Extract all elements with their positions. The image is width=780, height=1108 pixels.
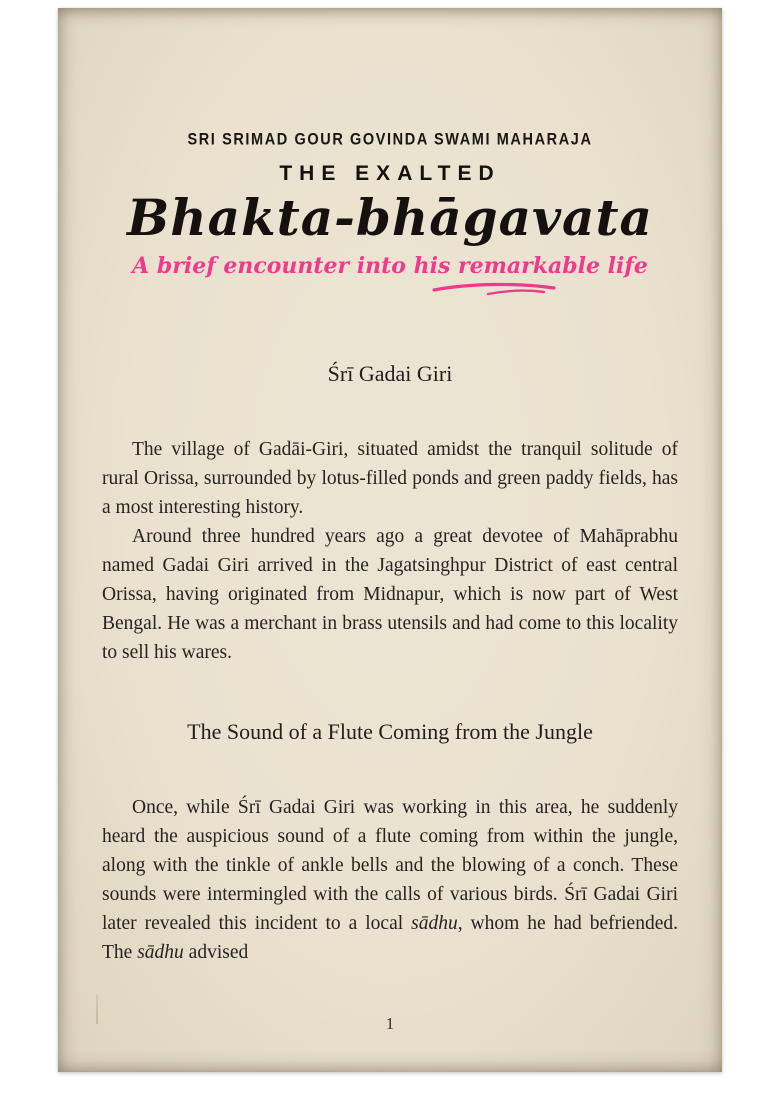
scan-crease <box>96 994 98 1024</box>
underline-flourish-icon <box>430 281 560 297</box>
body-paragraph <box>102 435 678 522</box>
section-heading: The Sound of a Flute Coming from the Jungle <box>187 719 593 744</box>
text-run: , whom he had befriended. The <box>102 913 678 963</box>
italic-run: sādhu <box>137 942 184 963</box>
text-run: Once, while Śrī Gadai Giri was working in this area, he suddenly heard the auspicious sound of a flute coming from within the jungle, along with the tinkle of ankle bells and the blowing of a conch. These sounds were intermingled with the calls of various birds. Śrī Gadai Giri later revealed this incident to a local <box>102 797 678 934</box>
section-heading: Śrī Gadai Giri <box>327 361 453 386</box>
book-title: Bhakta-bhāgavata <box>127 188 653 247</box>
book-header <box>58 8 722 295</box>
body-paragraph <box>102 522 678 667</box>
page-number: 1 <box>385 1014 395 1033</box>
title-line-exalted: THE EXALTED <box>279 162 501 185</box>
text-run: advised <box>183 942 249 963</box>
book-subtitle: A brief encounter into his remarkable life <box>132 253 648 279</box>
book-page <box>58 8 722 1072</box>
text-run: The village of Gadāi-Giri, situated amidst the tranquil solitude of rural Orissa, surrounded by lotus-filled ponds and green paddy fields, has a most interesting history. <box>102 439 678 518</box>
author-line: SRI SRIMAD GOUR GOVINDA SWAMI MAHARAJA <box>187 131 593 149</box>
text-run: Around three hundred years ago a great devotee of Mahāprabhu named Gadai Giri arrived in the Jagatsinghpur District of east central Orissa, having originated from Midnapur, which is now part of West Bengal. He was a merchant in brass utensils and had come to this locality to sell his wares. <box>102 526 678 663</box>
body-paragraph <box>102 793 678 967</box>
italic-run: sādhu <box>411 913 458 934</box>
flourish-wrap <box>58 279 722 295</box>
page-content <box>58 361 722 967</box>
